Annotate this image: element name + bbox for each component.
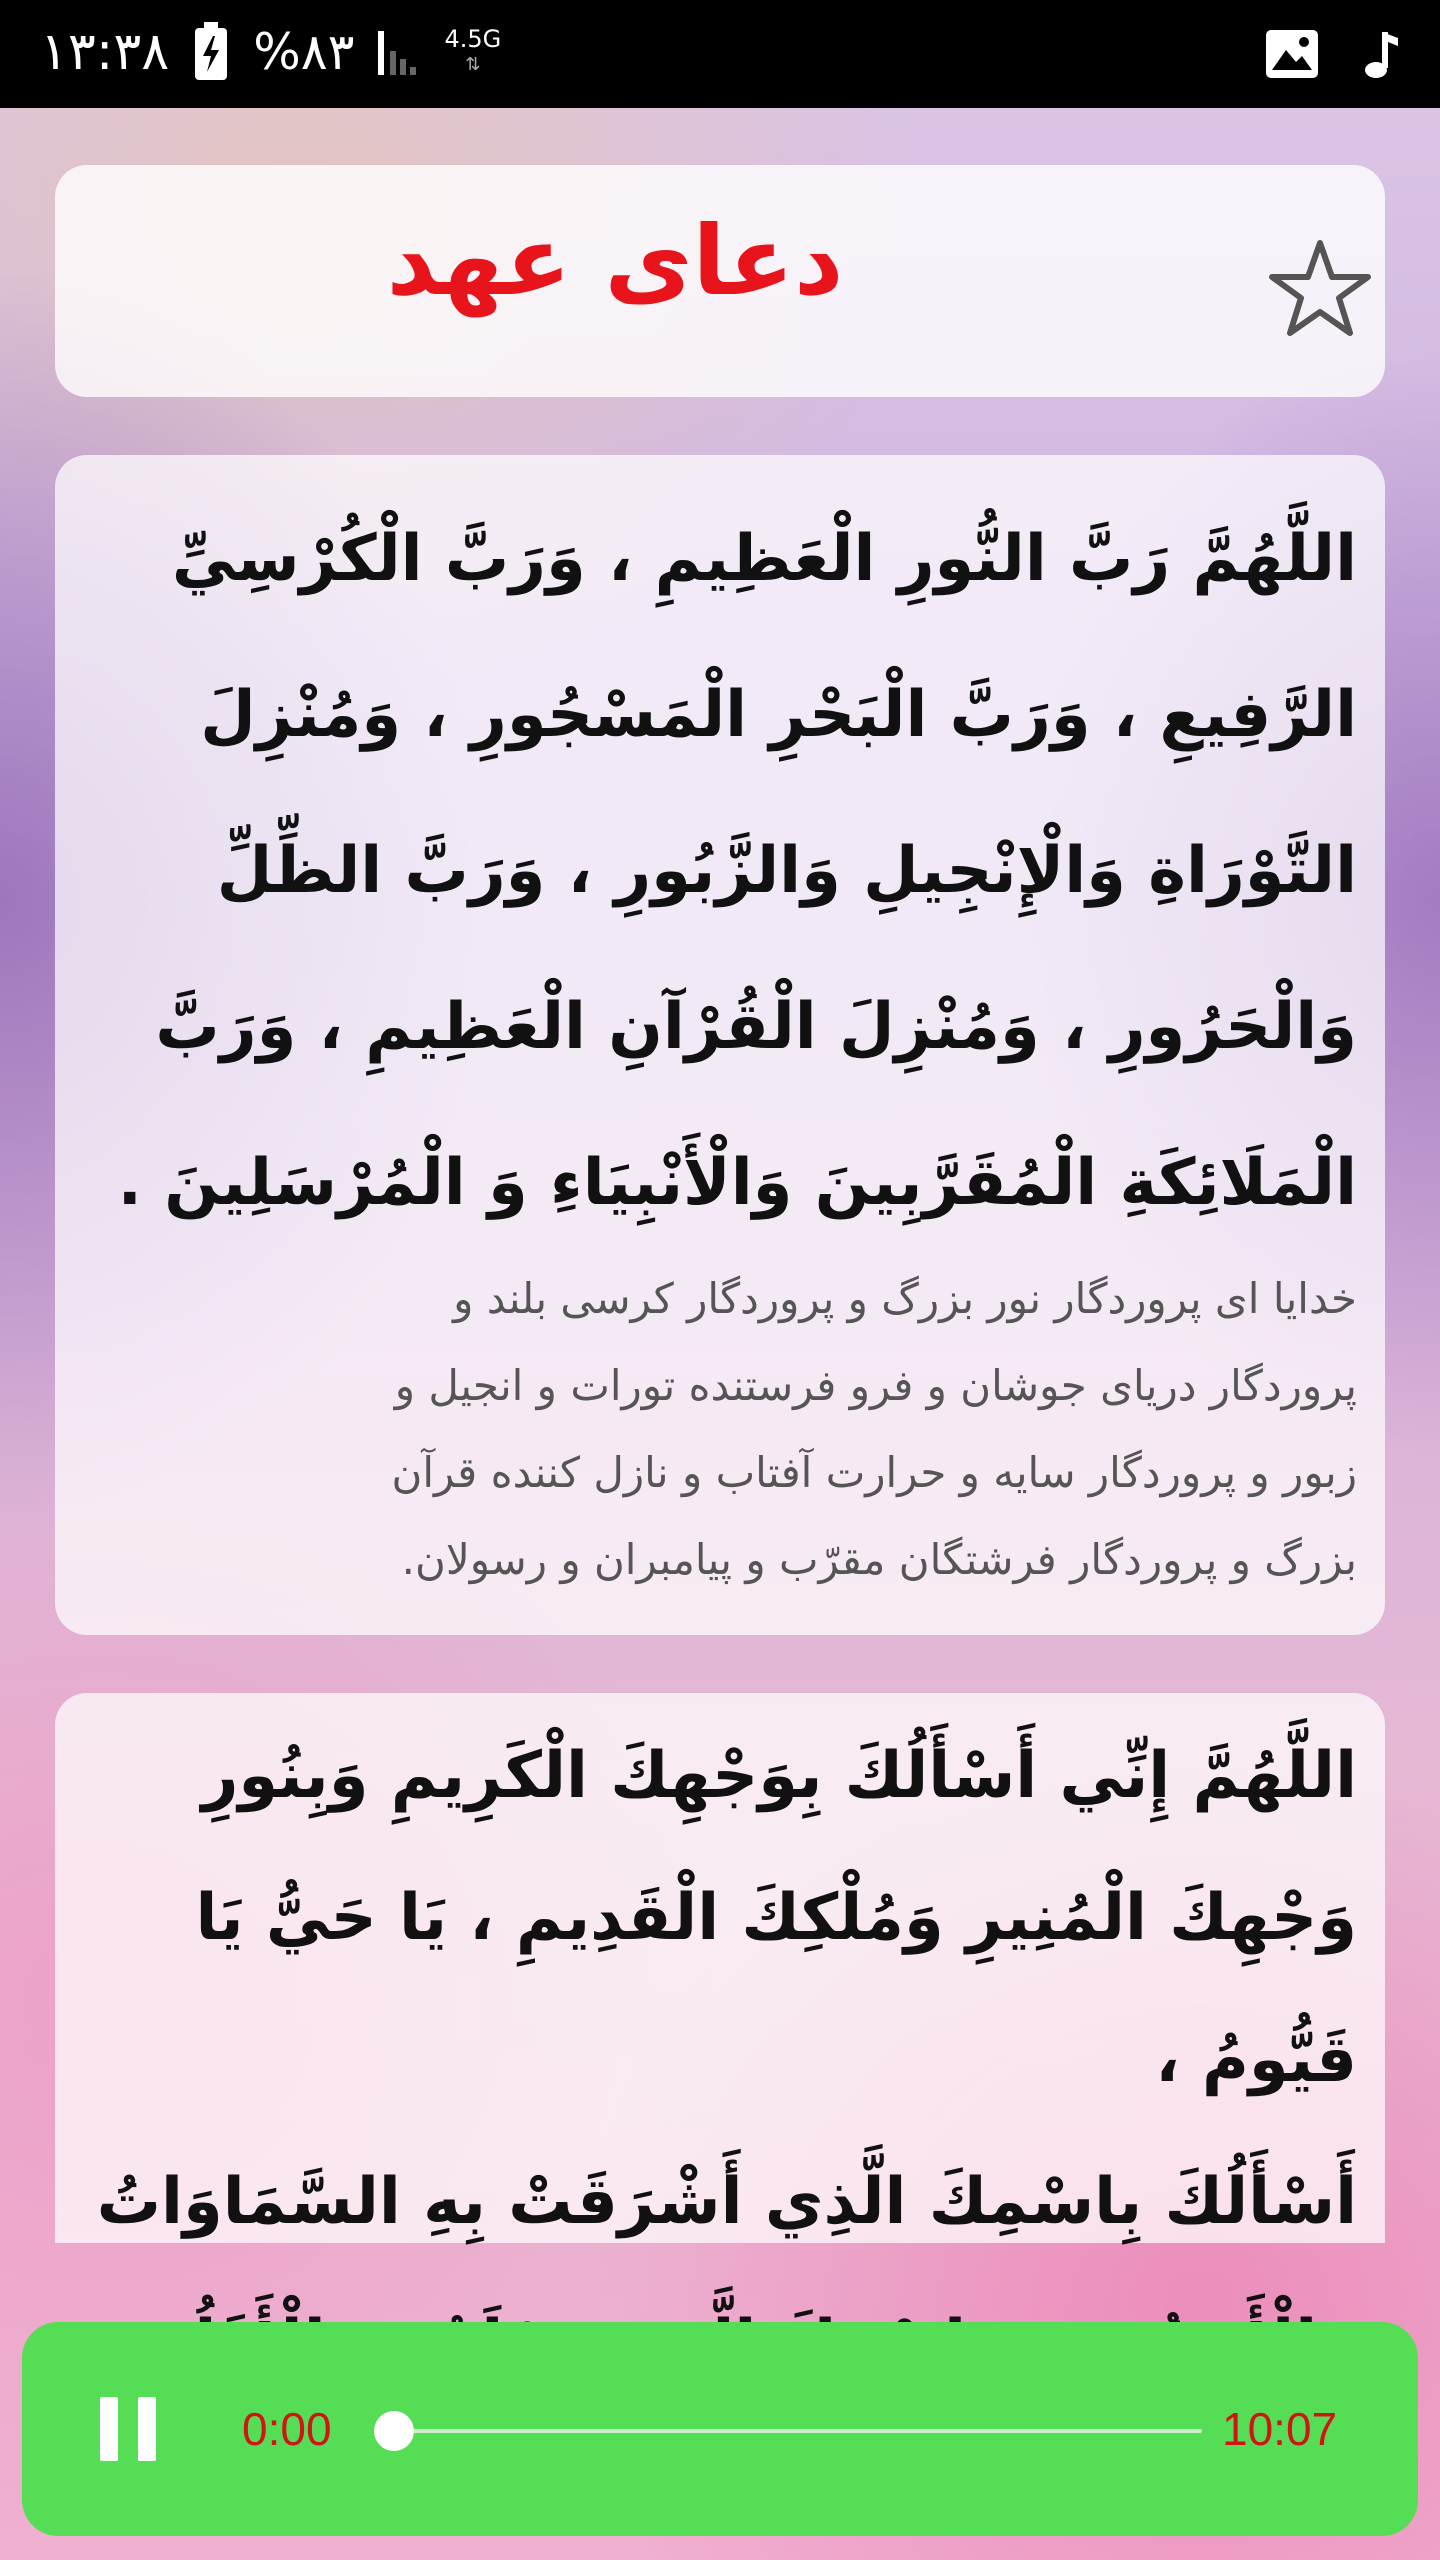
- signal-icon: [376, 27, 422, 77]
- battery-level: %۸۳: [253, 23, 355, 81]
- pause-icon[interactable]: [100, 2397, 156, 2461]
- image-icon: [1264, 28, 1320, 80]
- network-indicator: [444, 26, 501, 78]
- translation-line: زبور و پروردگار سایه و حرارت آفتاب و نازل کننده قرآن: [391, 1448, 1357, 1497]
- translation-line: خدایا ای پروردگار نور بزرگ و پروردگار کرسی بلند و: [453, 1274, 1357, 1323]
- data-arrows-icon: ⇅: [465, 54, 481, 75]
- battery-charging-icon: [191, 22, 231, 82]
- arabic-line: الْمَلَائِكَةِ الْمُقَرَّبِينَ وَالْأَنْبِيَاءِ وَ الْمُرْسَلِينَ .: [117, 1146, 1357, 1220]
- persian-translation: [55, 1255, 1385, 1603]
- music-icon: [1360, 28, 1400, 80]
- seek-thumb[interactable]: [374, 2411, 414, 2451]
- status-time: ۱۳:۳۸: [40, 22, 170, 82]
- duration: 10:07: [1222, 2403, 1338, 2455]
- arabic-text: [55, 455, 1385, 1261]
- arabic-line: وَالْحَرُورِ ، وَمُنْزِلَ الْقُرْآنِ الْعَظِيمِ ، وَرَبَّ: [155, 990, 1357, 1064]
- arabic-line: الرَّفِيعِ ، وَرَبَّ الْبَحْرِ الْمَسْجُورِ ، وَمُنْزِلَ: [200, 678, 1357, 752]
- star-outline-icon[interactable]: [1265, 235, 1375, 345]
- seek-bar[interactable]: [394, 2429, 1202, 2433]
- prayer-section-2: [55, 1693, 1385, 2243]
- translation-line: بزرگ و پروردگار فرشتگان مقرّب و پیامبران و رسولان.: [401, 1535, 1357, 1584]
- network-type: 4.5G: [444, 25, 502, 53]
- prayer-section-1: [55, 455, 1385, 1635]
- arabic-text: [55, 1693, 1385, 2415]
- translation-line: پروردگار دریای جوشان و فرو فرستنده تورات و انجیل و: [394, 1361, 1357, 1410]
- current-time: 0:00: [242, 2403, 332, 2455]
- arabic-line: أَسْأَلُكَ بِاسْمِكَ الَّذِي أَشْرَقَتْ بِهِ السَّمَاوَاتُ: [96, 2165, 1357, 2239]
- status-bar: [0, 0, 1440, 108]
- arabic-line: التَّوْرَاةِ وَالْإِنْجِيلِ وَالزَّبُورِ ، وَرَبَّ الظِّلِّ: [216, 834, 1357, 908]
- arabic-line: اللَّهُمَّ رَبَّ النُّورِ الْعَظِيمِ ، وَرَبَّ الْكُرْسِيِّ: [171, 522, 1357, 596]
- title-card: [55, 165, 1385, 397]
- arabic-line: وَجْهِكَ الْمُنِيرِ وَمُلْكِكَ الْقَدِيمِ ، يَا حَيُّ يَا قَيُّومُ ،: [195, 1881, 1357, 2097]
- audio-player: [22, 2322, 1418, 2536]
- arabic-line: اللَّهُمَّ إِنِّي أَسْأَلُكَ بِوَجْهِكَ الْكَرِيمِ وَبِنُورِ: [201, 1739, 1357, 1813]
- page-title: دعای عهد: [386, 205, 844, 317]
